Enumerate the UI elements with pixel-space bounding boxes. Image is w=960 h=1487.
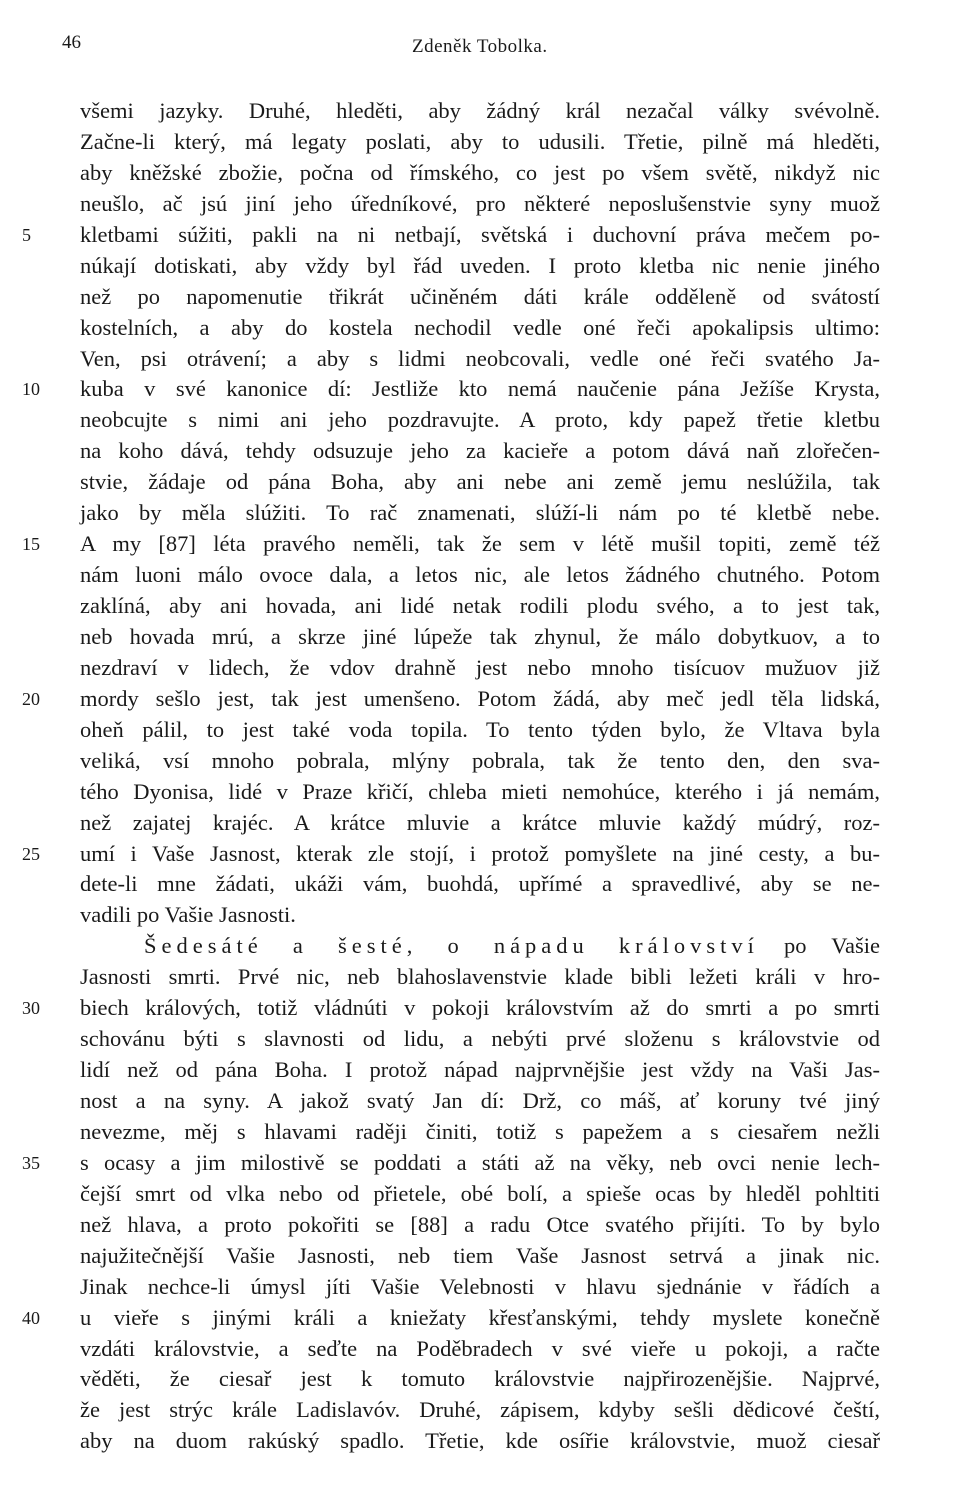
text-line [80,1395,880,1426]
line-text: než po napomenutie třikrát učiněném dáti krále odděleně od svátostí [80,283,880,309]
line-text: tého Dyonisa, lidé v Praze křičí, chleba mieti nemohúce, kterého i já nemám, [80,778,880,804]
line-number: 15 [22,534,40,555]
line-number: 10 [22,379,40,400]
text-line [22,374,880,405]
text-line [80,931,880,962]
line-text: kostelních, a aby do kostela nechodil vedle oné řeči apokalipsis ultimo: [80,314,880,340]
line-text: neušlo, ač jsú jiní jeho úředníkové, pro některé neposlušenstvie syny muož [80,190,880,216]
line-text: Jinak nechce-li úmysl jíti Vašie Velebnosti v hlavu sjednánie v řádích a [80,1273,880,1299]
line-text: kletbami súžiti, pakli na ni netbají, světská i duchovní práva mečem po- [80,221,880,247]
line-text: stvie, žádaje od pána Boha, aby ani nebe ani země jemu neslúžila, tak [80,469,880,495]
text-line [80,900,880,931]
text-line [80,1086,880,1117]
line-text: nezdraví v lidech, že vdov drahně jest nebo mnoho tisícuov mužuov již [80,654,880,680]
text-line [80,591,880,622]
text-line [80,1426,880,1457]
line-text: lidí než od pána Boha. I protož nápad najprvnějšie jest vždy na Vaši Jas- [80,1057,880,1083]
line-text: aby kněžské zbožie, počna od římského, co jest po všem světě, nikdyž nic [80,159,880,185]
text-line [22,220,880,251]
text-line [80,962,880,993]
text-line [80,869,880,900]
line-text: oheň pálil, to jest také voda topila. To tento týden bylo, že Vltava byla [80,716,880,742]
line-text: Ven, psi otrávení; a aby s lidmi neobcovali, vedle oné řeči svatého Ja- [80,345,880,371]
line-number: 25 [22,843,40,864]
text-line [80,1210,880,1241]
section-heading-spaced: Šedesáté a šesté, o nápadu království [144,933,759,959]
text-line [80,313,880,344]
line-text: biech králových, totiž vládnúti v pokoji královstvím až do smrti a po smrti [80,995,880,1021]
text-line [80,127,880,158]
text-line [22,1303,880,1334]
line-number: 30 [22,998,40,1019]
text-line [22,839,880,870]
text-line [80,1272,880,1303]
line-number: 5 [22,224,31,245]
text-line [22,1148,880,1179]
line-text: u vieře s jinými králi a kniežaty křesťanskými, tehdy myslete konečně [80,1304,880,1330]
line-text: než zajatej krajéc. A krátce mluvie a krátce mluvie každý múdrý, roz- [80,809,880,835]
text-line [80,1241,880,1272]
line-text: nevezme, měj s hlavami raději činiti, totiž s papežem a s ciesařem nežli [80,1118,880,1144]
line-text: zaklíná, aby ani hovada, ani lidé netak rodili plodu svého, a to jest tak, [80,593,880,618]
line-text: schovánu býti s slavnosti od lidu, a nebýti prvé složenu s královstvie od [80,1026,880,1052]
text-line [80,622,880,653]
line-text: na koho dává, tehdy odsuzuje jeho za kacieře a potom dává naň zlořečen- [80,438,880,464]
line-text: Jasnosti smrti. Prvé nic, neb blahoslavenstvie klade bibli ležeti králi v hro- [80,964,880,990]
line-number: 40 [22,1307,40,1328]
line-text: vzdáti královstvie, a seďte na Poděbradech v své vieře u pokoji, a račte [80,1335,880,1361]
line-text: veliká, vsí mnoho pobrala, mlýny pobrala, tak že tento den, den sva- [80,747,880,773]
page-number: 46 [62,32,81,53]
text-line [80,1117,880,1148]
line-text: vadili po Vašie Jasnosti. [80,902,296,928]
text-line [80,777,880,808]
line-text: po Vašie [758,933,880,959]
text-line [80,746,880,777]
line-text: s ocasy a jim milostivě se poddati a státi až na věky, neb ovci nenie lech- [80,1149,880,1175]
line-text: Začne-li který, má legaty poslati, aby to udusili. Třetie, pilně má hleděti, [80,128,880,154]
text-line [80,96,880,127]
text-line [80,467,880,498]
text-line [80,1364,880,1395]
line-number: 35 [22,1152,40,1173]
text-line [80,1334,880,1365]
text-line [80,158,880,189]
line-text: že jest strýc krále Ladislavóv. Druhé, zápisem, kdyby sešli dědicové čeští, [80,1397,880,1423]
line-text: jako by měla slúžiti. To rač znamenati, slúží-li nám po té kletbě nebe. [80,500,880,526]
line-number: 20 [22,688,40,709]
text-line [22,684,880,715]
line-text: než hlava, a proto pokořiti se [88] a radu Otce svatého přijíti. To by bylo [80,1211,880,1237]
line-text: nám luoni málo ovoce dala, a letos nic, ale letos žádného chutného. Potom [80,562,880,588]
text-line [80,560,880,591]
text-line [80,808,880,839]
line-text: dete-li mne žádati, ukáži vám, buohdá, upřímé a spravedlivé, aby se ne- [80,871,880,897]
line-text: neb hovada mrú, a skrze jiné lúpeže tak zhynul, že málo dobytkuov, a to [80,623,880,649]
line-text: A my [87] léta pravého neměli, tak že sem v létě mušil topiti, země též [80,531,880,557]
line-text: kuba v své kanonice dí: Jestliže kto nemá naučenie pána Ježíše Krysta, [80,376,880,402]
text-line [80,1179,880,1210]
line-text: núkají dotiskati, aby vždy byl řád uveden. I proto kletba nic nenie jiného [80,252,880,278]
text-body [22,96,880,1457]
text-line [80,1024,880,1055]
text-line [22,993,880,1024]
line-text: neobcujte s nimi ani jeho pozdravujte. A proto, kdy papež třetie kletbu [80,407,880,433]
text-line [80,282,880,313]
text-line [80,498,880,529]
text-line [22,529,880,560]
line-text: umí i Vaše Jasnost, kterak zle stojí, i protož pomyšlete na jiné cesty, a bu- [80,840,880,866]
text-line [80,405,880,436]
text-line [80,1055,880,1086]
line-text: najužitečnější Vašie Jasnosti, neb tiem Vaše Jasnost setrvá a jinak nic. [80,1242,880,1268]
line-text: věděti, že ciesař jest k tomuto královstvie najpřirozenějšie. Najprvé, [80,1366,880,1392]
line-text: nost a na syny. A jakož svatý Jan dí: Drž, co máš, ať koruny tvé jiný [80,1088,880,1113]
line-text: čejší smrt od vlka nebo od přietele, obé bolí, a spieše ocas by hleděl pohltiti [80,1180,880,1206]
text-line [80,436,880,467]
line-text: mordy sešlo jest, tak jest umenšeno. Potom žádá, aby meč jedl těla lidská, [80,685,880,711]
text-line [80,189,880,220]
text-line [80,344,880,375]
line-text: aby na duom rakúský spadlo. Třetie, kde osířie královstvie, muož ciesař [80,1428,880,1454]
text-line [80,251,880,282]
text-line [80,715,880,746]
running-head: Zdeněk Tobolka. [412,36,548,57]
line-text: všemi jazyky. Druhé, hleděti, aby žádný král nezačal války svévolně. [80,98,880,123]
text-line [80,653,880,684]
